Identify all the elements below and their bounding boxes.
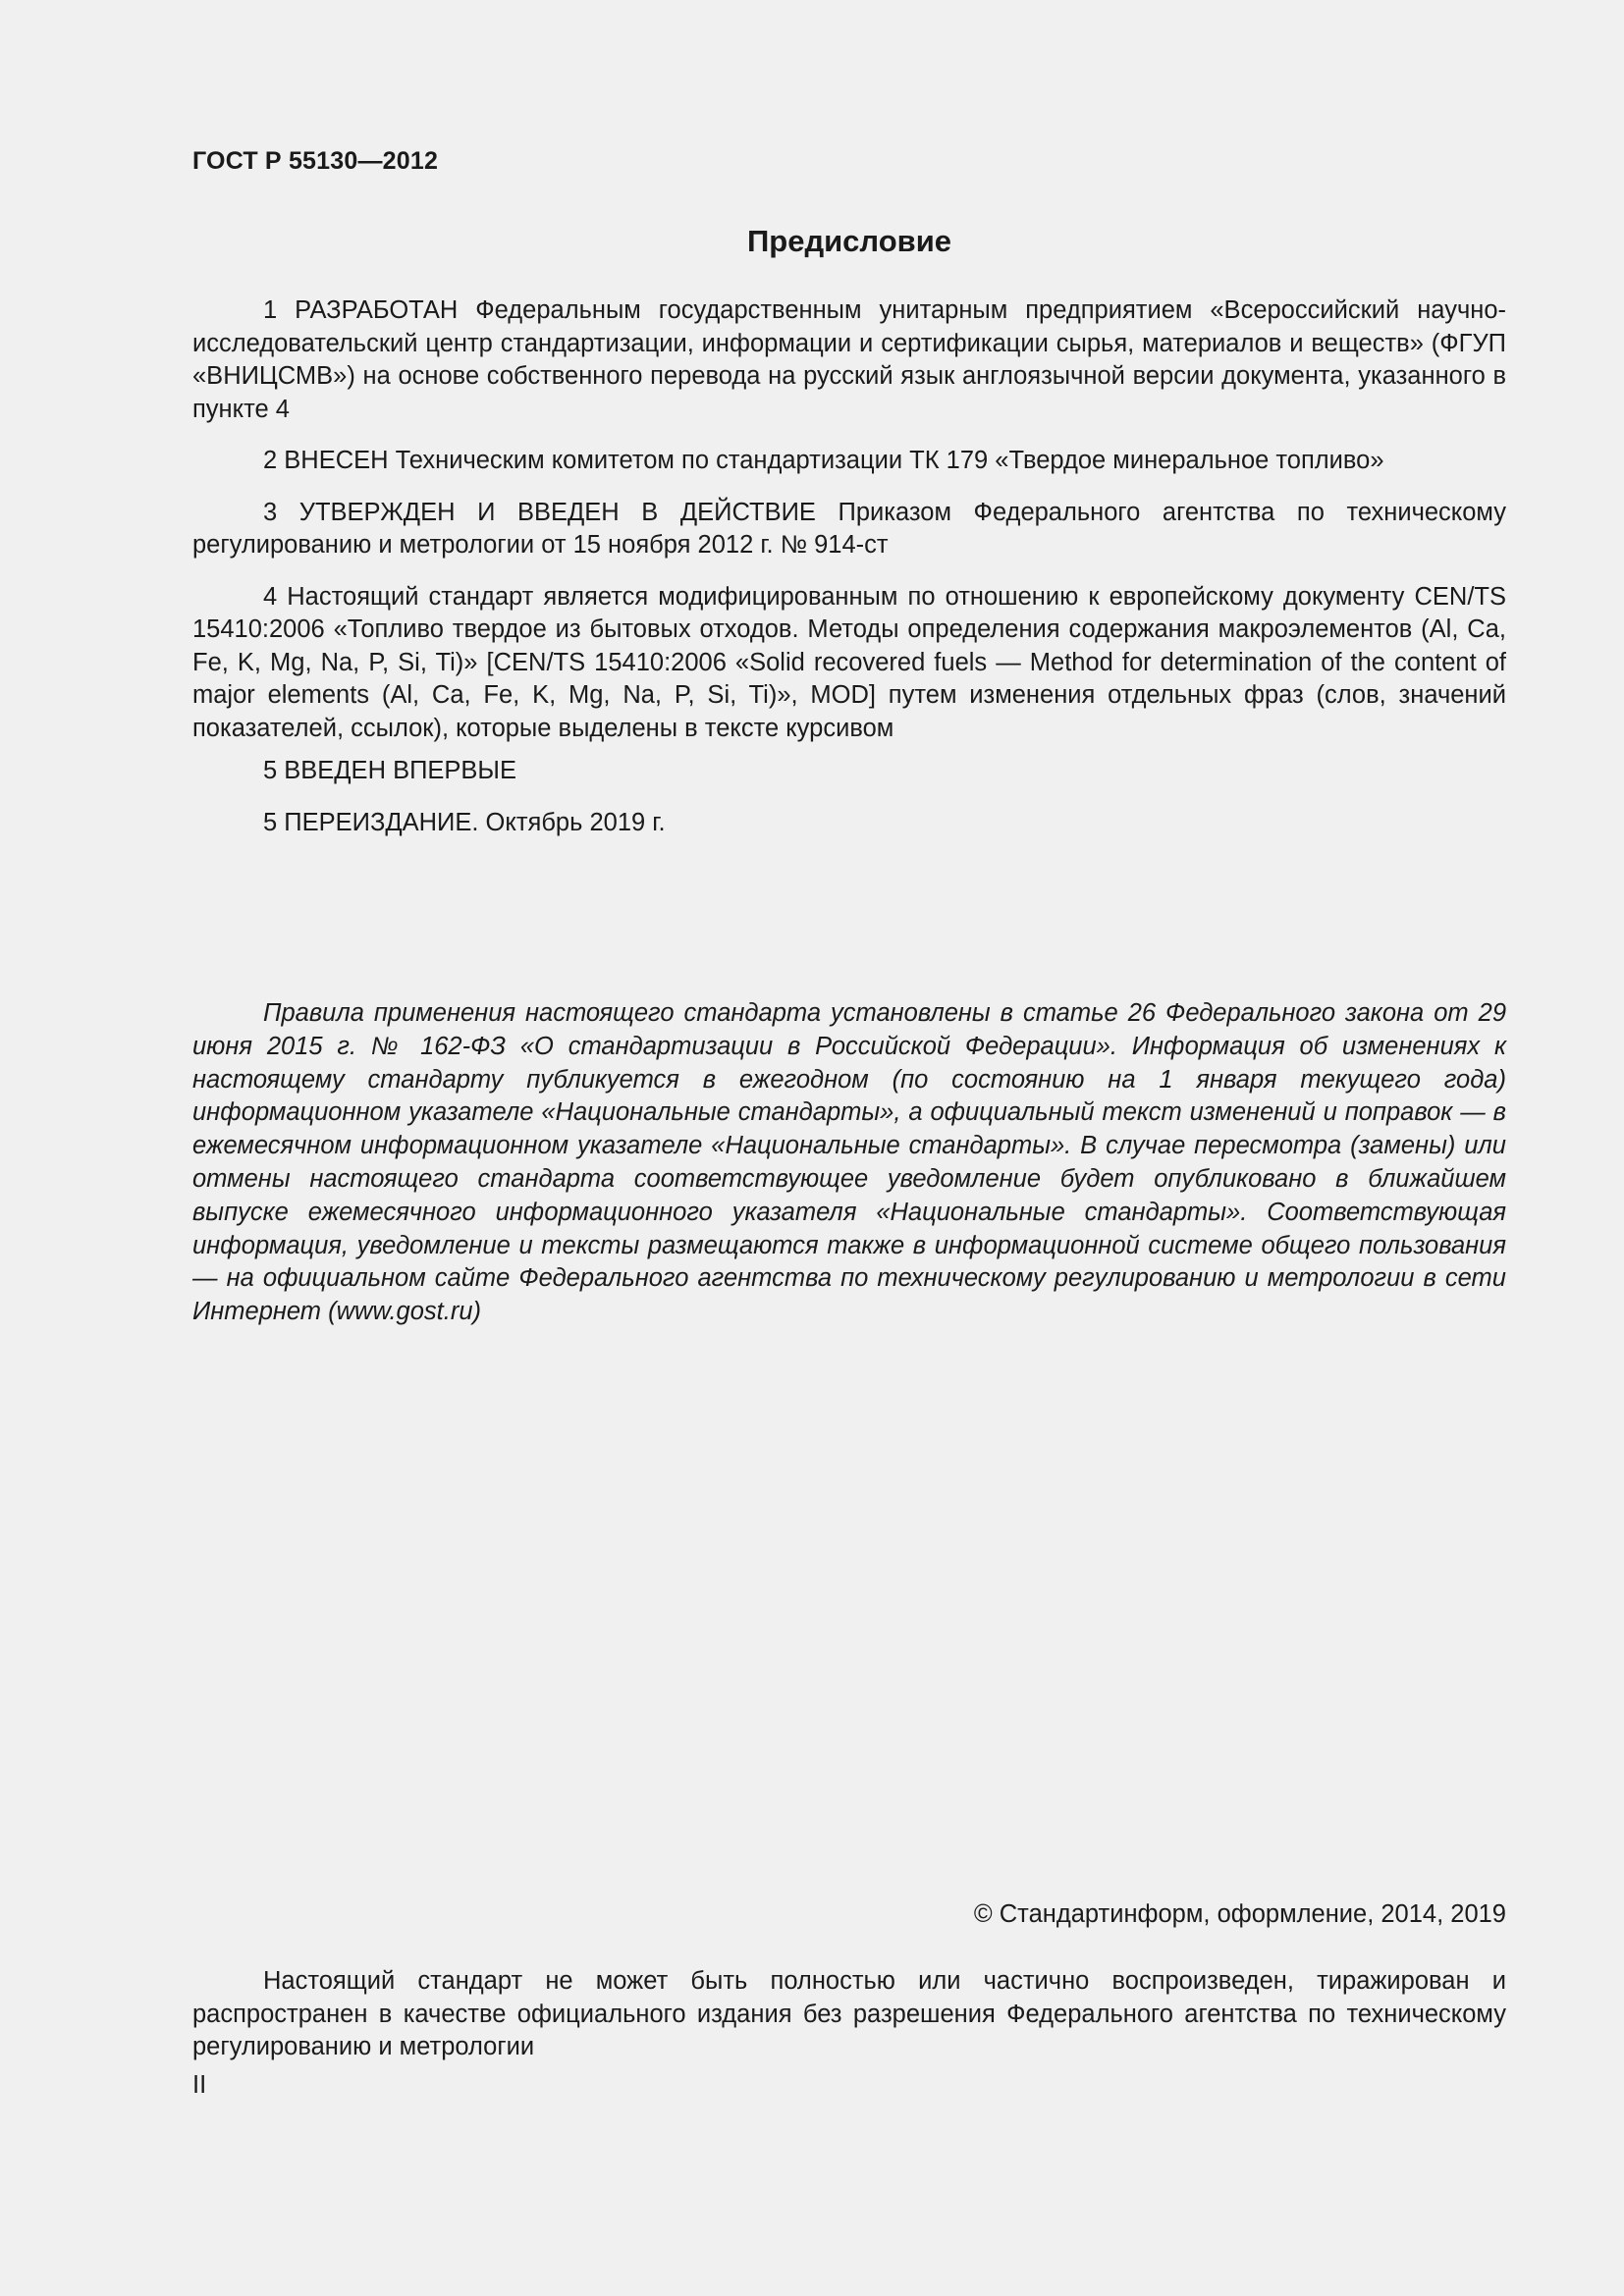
foreword-item-1: 1 РАЗРАБОТАН Федеральным государственным унитарным предприятием «Всероссийский научно-исследовательский центр стандартизации, информации и сертификации сырья, материалов и веществ» (ФГУП «ВНИЦСМВ») на основе собственного перевода на русский язык англоязычной версии документа, указанного в пункте 4 (192, 296, 1506, 423)
foreword-item-6: 5 ПЕРЕИЗДАНИЕ. Октябрь 2019 г. (263, 808, 666, 836)
foreword-item-4: 4 Настоящий стандарт является модифицированным по отношению к европейскому документу CEN/TS 15410:2006 «Топливо твердое из бытовых отходов. Методы определения содержания макроэлементов (Al, Ca, Fe, K, Mg, Na, P, Si, Ti)» [CEN/TS 15410:2006 «Solid recovered fuels — Method for determination of the content of major elements (Al, Ca, Fe, K, Mg, Na, P, Si, Ti)», MOD] путем изменения отдельных фраз (слов, значений показателей, ссылок), которые выделены в тексте курсивом (192, 582, 1506, 742)
foreword-item-3: 3 УТВЕРЖДЕН И ВВЕДЕН В ДЕЙСТВИЕ Приказом Федерального агентства по техническому регулированию и метрологии от 15 ноября 2012 г. № 914-ст (192, 498, 1506, 559)
foreword-list (192, 294, 1506, 858)
foreword-item-5: 5 ВВЕДЕН ВПЕРВЫЕ (263, 757, 517, 784)
copyright-line: © Стандартинформ, оформление, 2014, 2019 (973, 1900, 1506, 1928)
page-number: II (192, 2071, 207, 2099)
section-title: Предисловие (746, 224, 951, 258)
rules-paragraph: Правила применения настоящего стандарта установлены в статье 26 Федерального закона от 29 июня 2015 г. № 162-ФЗ «О стандартизации в Российской Федерации». Информация об изменениях к настоящему стандарту публикуется в ежегодном (по состоянию на 1 января текущего года) информационном указателе «Национальные стандарты», а официальный текст изменений и поправок — в ежемесячном информационном указателе «Национальные стандарты». В случае пересмотра (замены) или отмены настоящего стандарта соответствующее уведомление будет опубликовано в ближайшем выпуске ежемесячного информационного указателя «Национальные стандарты». Соответствующая информация, уведомление и тексты размещаются также в информационной системе общего пользования — на официальном сайте Федерального агентства по техническому регулированию и метрологии в сети Интернет (www.gost.ru) (192, 999, 1506, 1326)
document-page (192, 0, 1506, 2296)
foreword-item-2: 2 ВНЕСЕН Техническим комитетом по стандартизации ТК 179 «Твердое минеральное топливо» (263, 447, 1384, 474)
document-code: ГОСТ Р 55130—2012 (192, 147, 439, 175)
reproduction-notice: Настоящий стандарт не может быть полностью или частично воспроизведен, тиражирован и распространен в качестве официального издания без разрешения Федерального агентства по техническому регулированию и метрологии (192, 1967, 1506, 2060)
